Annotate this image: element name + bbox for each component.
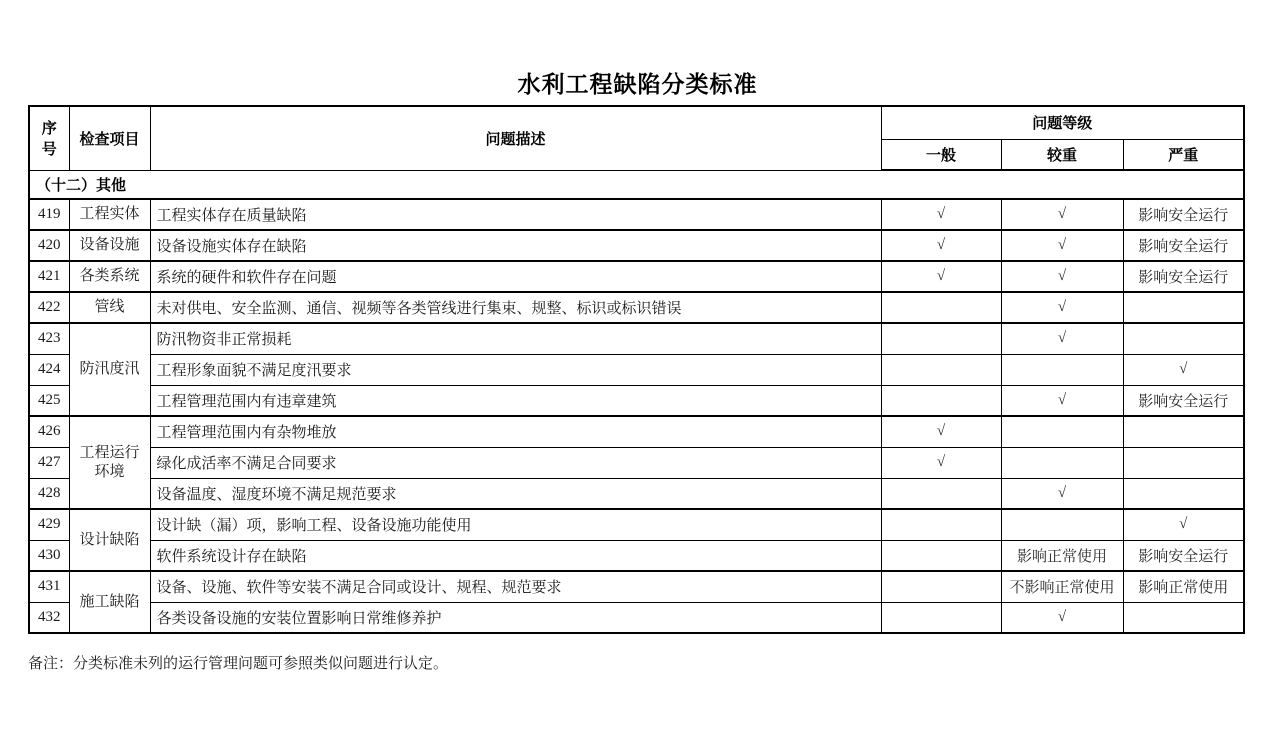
problem-desc-cell: 设备、设施、软件等安装不满足合同或设计、规程、规范要求	[150, 571, 881, 602]
table-row	[29, 478, 1244, 509]
row-number-cell: 426	[29, 416, 69, 447]
check-item-cell: 工程实体	[69, 199, 150, 230]
row-number-cell: 421	[29, 261, 69, 292]
level-general-cell	[881, 323, 1001, 354]
table-row	[29, 416, 1244, 447]
level-severe-cell: 影响正常使用	[1123, 571, 1244, 602]
problem-desc-cell: 工程管理范围内有杂物堆放	[150, 416, 881, 447]
footnote: 备注：分类标准未列的运行管理问题可参照类似问题进行认定。	[28, 656, 449, 672]
level-severe-cell: √	[1123, 509, 1244, 540]
level-general-cell: √	[881, 199, 1001, 230]
level-serious-cell: √	[1001, 230, 1123, 261]
table-body	[29, 170, 1244, 633]
header-no: 序号	[29, 106, 69, 170]
page-title: 水利工程缺陷分类标准	[517, 71, 758, 97]
section-row	[29, 170, 1244, 199]
row-number-cell: 428	[29, 478, 69, 509]
defect-classification-table	[28, 105, 1245, 634]
header-level-general: 一般	[881, 139, 1001, 170]
problem-desc-cell: 软件系统设计存在缺陷	[150, 540, 881, 571]
header-level-serious: 较重	[1001, 139, 1123, 170]
check-item-cell: 各类系统	[69, 261, 150, 292]
level-general-cell: √	[881, 416, 1001, 447]
table-row	[29, 230, 1244, 261]
problem-desc-cell: 设计缺（漏）项，影响工程、设备设施功能使用	[150, 509, 881, 540]
row-number-cell: 432	[29, 602, 69, 633]
level-serious-cell: 不影响正常使用	[1001, 571, 1123, 602]
level-serious-cell: √	[1001, 385, 1123, 416]
problem-desc-cell: 防汛物资非正常损耗	[150, 323, 881, 354]
level-severe-cell: 影响安全运行	[1123, 230, 1244, 261]
problem-desc-cell: 工程实体存在质量缺陷	[150, 199, 881, 230]
check-item-cell: 管线	[69, 292, 150, 323]
row-number-cell: 429	[29, 509, 69, 540]
level-general-cell: √	[881, 261, 1001, 292]
row-number-cell: 420	[29, 230, 69, 261]
problem-desc-cell: 设备温度、湿度环境不满足规范要求	[150, 478, 881, 509]
level-serious-cell	[1001, 447, 1123, 478]
table-row	[29, 540, 1244, 571]
level-serious-cell: 影响正常使用	[1001, 540, 1123, 571]
header-row	[29, 106, 1244, 139]
level-general-cell	[881, 385, 1001, 416]
table-row	[29, 385, 1244, 416]
section-title: （十二）其他	[29, 170, 1244, 199]
level-severe-cell: 影响安全运行	[1123, 261, 1244, 292]
row-number-cell: 423	[29, 323, 69, 354]
level-severe-cell: √	[1123, 354, 1244, 385]
check-item-cell: 防汛度汛	[69, 323, 150, 416]
table-row	[29, 509, 1244, 540]
header-level-severe: 严重	[1123, 139, 1244, 170]
level-severe-cell	[1123, 416, 1244, 447]
row-number-cell: 430	[29, 540, 69, 571]
level-general-cell: √	[881, 230, 1001, 261]
level-severe-cell: 影响安全运行	[1123, 199, 1244, 230]
check-item-cell: 工程运行环境	[69, 416, 150, 509]
problem-desc-cell: 系统的硬件和软件存在问题	[150, 261, 881, 292]
table-row	[29, 292, 1244, 323]
problem-desc-cell: 工程形象面貌不满足度汛要求	[150, 354, 881, 385]
check-item-cell: 设备设施	[69, 230, 150, 261]
level-general-cell	[881, 478, 1001, 509]
problem-desc-cell: 设备设施实体存在缺陷	[150, 230, 881, 261]
level-general-cell	[881, 354, 1001, 385]
level-severe-cell	[1123, 478, 1244, 509]
header-problem-desc: 问题描述	[150, 106, 881, 170]
check-item-cell: 施工缺陷	[69, 571, 150, 633]
check-item-cell: 设计缺陷	[69, 509, 150, 571]
table-row	[29, 323, 1244, 354]
level-serious-cell	[1001, 354, 1123, 385]
level-serious-cell	[1001, 509, 1123, 540]
row-number-cell: 424	[29, 354, 69, 385]
problem-desc-cell: 各类设备设施的安装位置影响日常维修养护	[150, 602, 881, 633]
level-serious-cell: √	[1001, 323, 1123, 354]
row-number-cell: 431	[29, 571, 69, 602]
level-severe-cell	[1123, 447, 1244, 478]
problem-desc-cell: 绿化成活率不满足合同要求	[150, 447, 881, 478]
table-row	[29, 354, 1244, 385]
level-general-cell	[881, 602, 1001, 633]
header-check-item: 检查项目	[69, 106, 150, 170]
level-severe-cell: 影响安全运行	[1123, 540, 1244, 571]
row-number-cell: 425	[29, 385, 69, 416]
level-general-cell	[881, 509, 1001, 540]
header-problem-level: 问题等级	[881, 106, 1244, 139]
level-severe-cell: 影响安全运行	[1123, 385, 1244, 416]
problem-desc-cell: 未对供电、安全监测、通信、视频等各类管线进行集束、规整、标识或标识错误	[150, 292, 881, 323]
level-serious-cell: √	[1001, 199, 1123, 230]
table-row	[29, 571, 1244, 602]
row-number-cell: 422	[29, 292, 69, 323]
level-serious-cell	[1001, 416, 1123, 447]
level-serious-cell: √	[1001, 478, 1123, 509]
row-number-cell: 427	[29, 447, 69, 478]
table-header	[29, 106, 1244, 170]
level-serious-cell: √	[1001, 261, 1123, 292]
level-severe-cell	[1123, 292, 1244, 323]
table-row	[29, 261, 1244, 292]
table-row	[29, 602, 1244, 633]
level-severe-cell	[1123, 602, 1244, 633]
level-general-cell	[881, 571, 1001, 602]
level-serious-cell: √	[1001, 292, 1123, 323]
table-row	[29, 199, 1244, 230]
row-number-cell: 419	[29, 199, 69, 230]
level-general-cell	[881, 540, 1001, 571]
problem-desc-cell: 工程管理范围内有违章建筑	[150, 385, 881, 416]
table-row	[29, 447, 1244, 478]
level-general-cell	[881, 292, 1001, 323]
level-severe-cell	[1123, 323, 1244, 354]
level-serious-cell: √	[1001, 602, 1123, 633]
level-general-cell: √	[881, 447, 1001, 478]
